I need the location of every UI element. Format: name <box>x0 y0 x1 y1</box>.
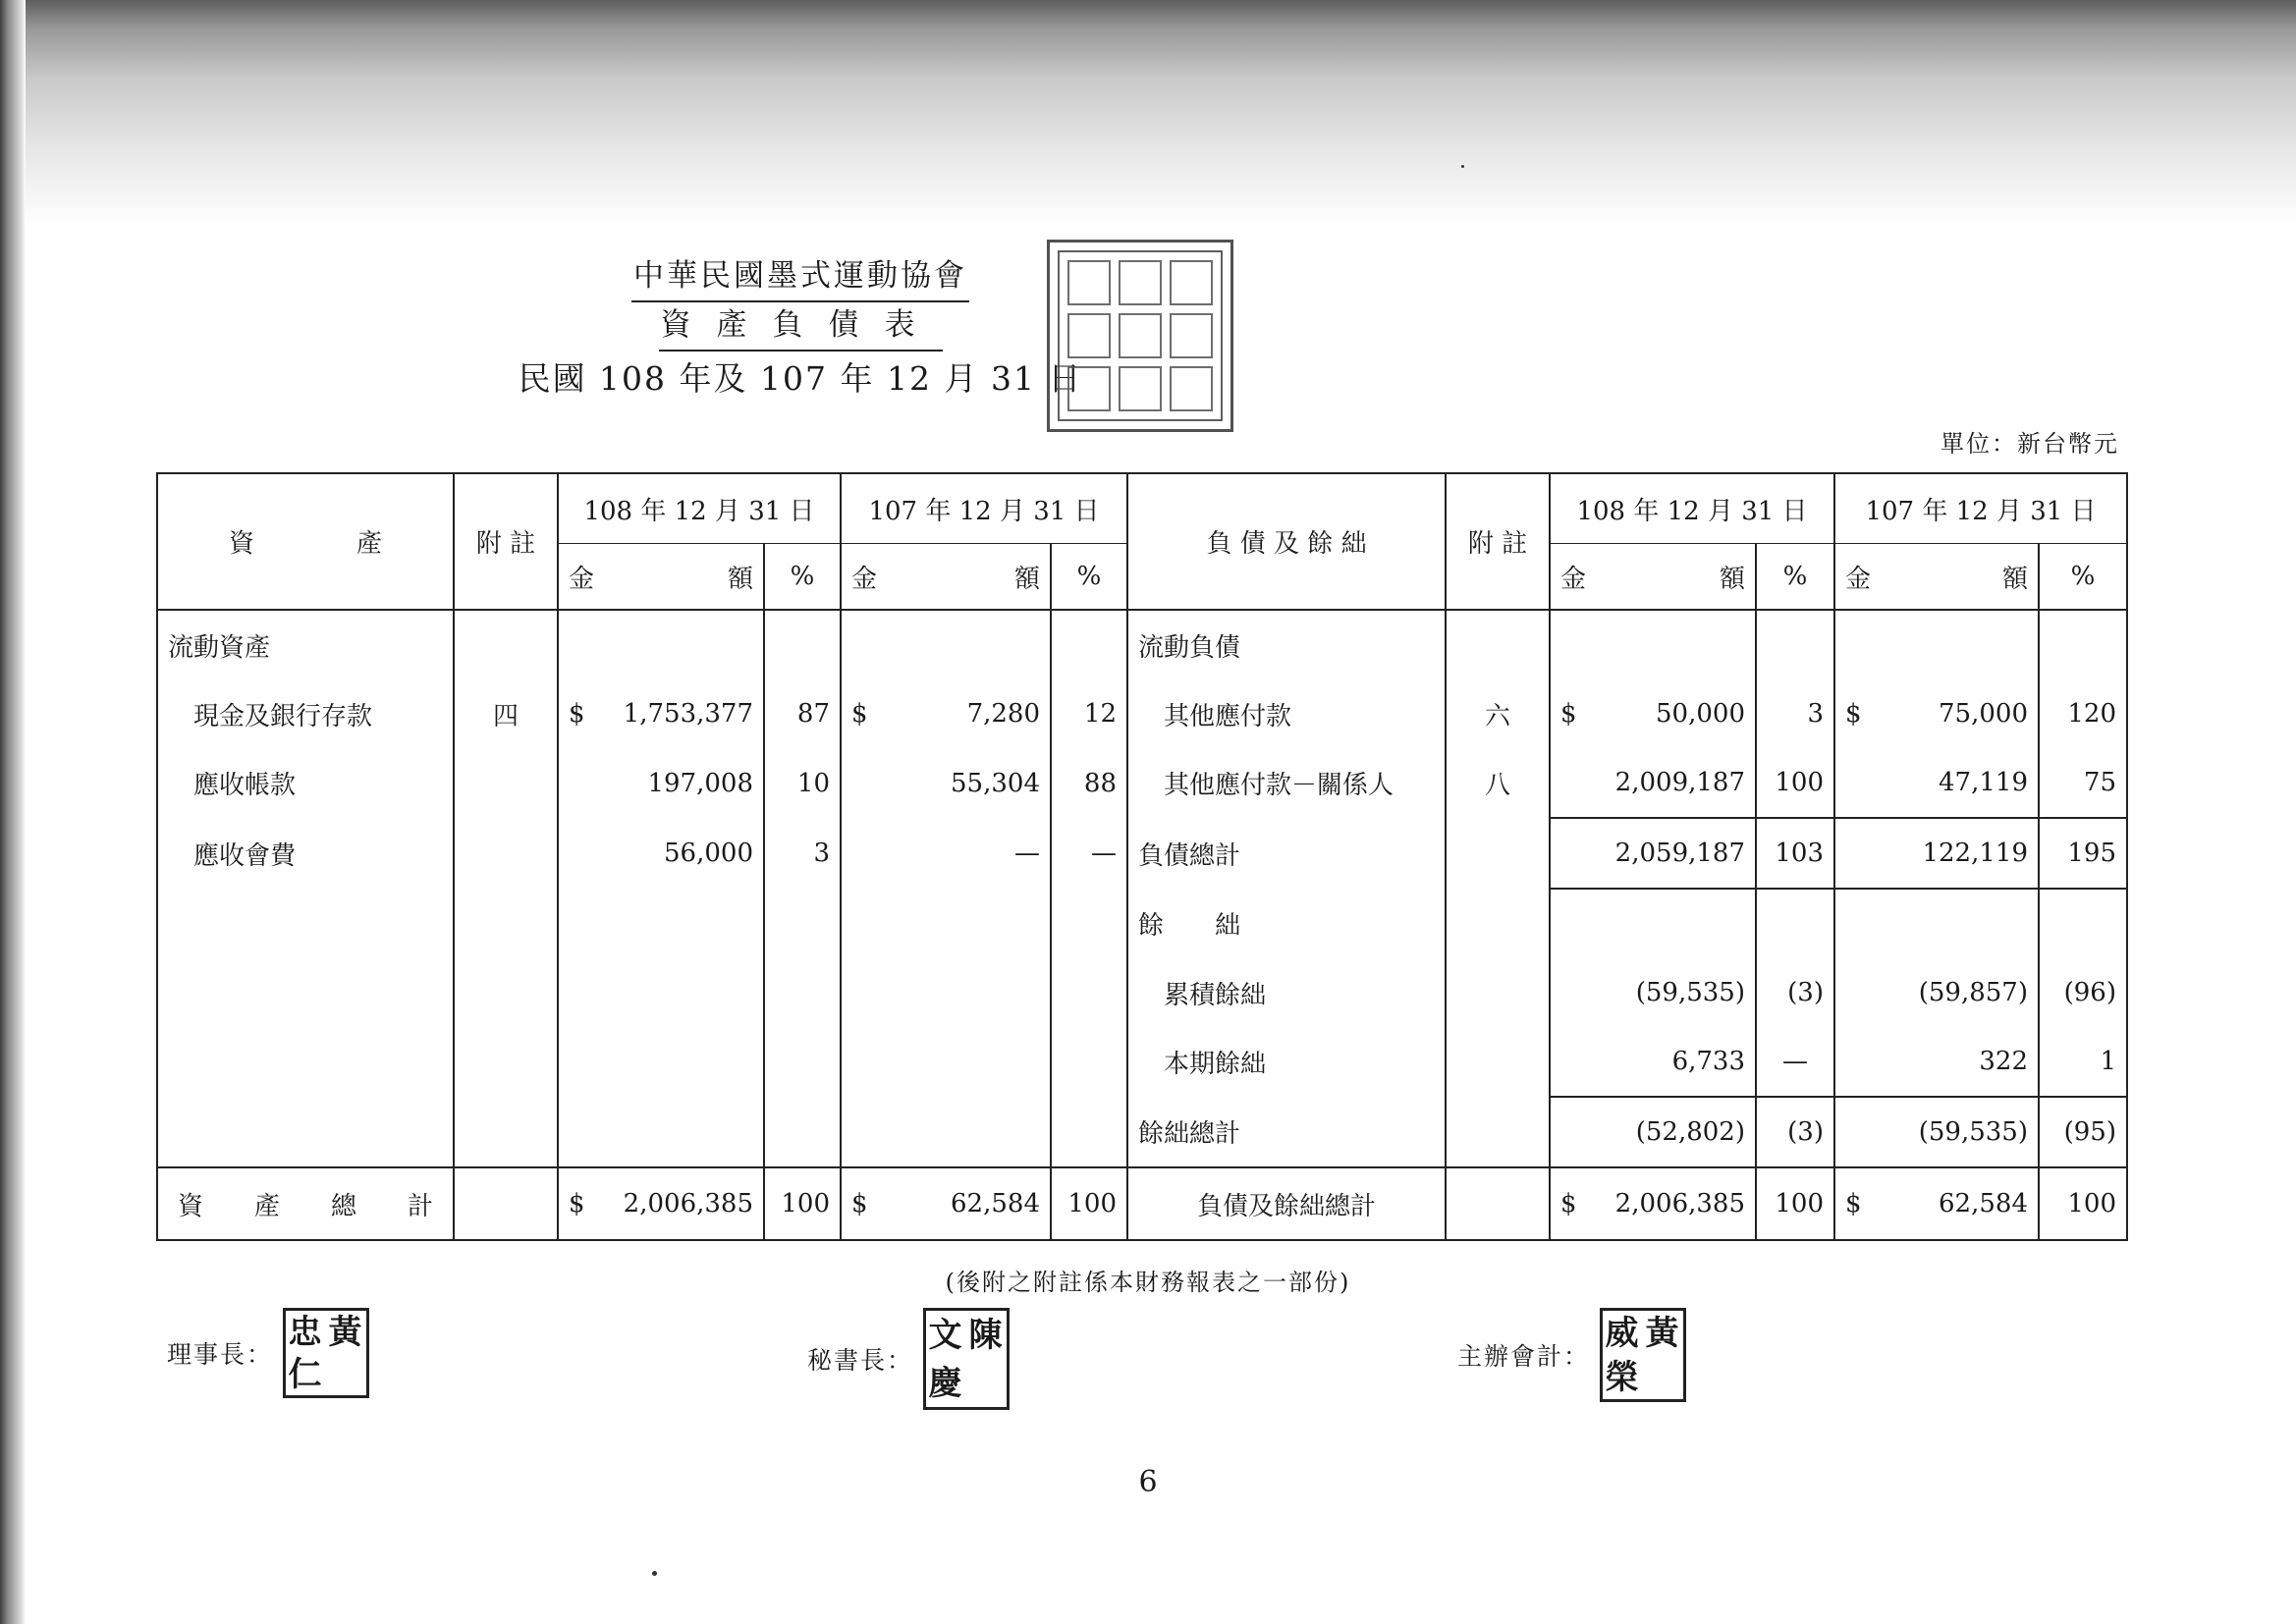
table-row <box>157 610 2127 679</box>
secretary-seal-icon: 文 陳 慶 <box>923 1308 1010 1410</box>
speck <box>1461 165 1464 168</box>
header-amount: 金 額 <box>1550 544 1756 611</box>
table-row: 現金及銀行存款 四 $ 1,753,377 87 $ 7,280 12 其他應付款 六 $ 50,000 3 $ 75,000 120 <box>157 679 2127 748</box>
table-row: 應收帳款 197,008 10 55,304 88 其他應付款－關係人 八 2,009,187 100 47,119 75 <box>157 748 2127 818</box>
surplus-label: 餘 絀 <box>1127 889 1446 958</box>
header-note-right: 附 註 <box>1446 473 1550 610</box>
header-107-right: 107 年 12 月 31 日 <box>1834 473 2127 544</box>
table-row: 餘絀總計 (52,802) (3) (59,535) (95) <box>157 1097 2127 1167</box>
association-seal-icon <box>1047 240 1233 432</box>
page-number: 6 <box>1138 1465 1158 1499</box>
total-surplus-label: 餘絀總計 <box>1127 1097 1446 1167</box>
header-liabilities: 負 債 及 餘 絀 <box>1127 473 1446 610</box>
document-title <box>0 253 1601 405</box>
total-assets-label: 資 產 總 計 <box>157 1167 454 1240</box>
table-row <box>157 889 2127 958</box>
header-pct: % <box>2039 544 2127 611</box>
header-108-right: 108 年 12 月 31 日 <box>1550 473 1834 544</box>
currency-unit: 單位：新台幣元 <box>1941 430 2119 458</box>
statement-date: 民國 108 年及 107 年 12 月 31 日 <box>518 359 1083 398</box>
accountant-signature: 主辦會計： 威 黃 榮 <box>1457 1308 1686 1402</box>
table-row: 本期餘絀 6,733 — 322 1 <box>157 1027 2127 1097</box>
balance-sheet-table <box>156 472 2128 1241</box>
header-amount: 金 額 <box>558 544 764 611</box>
current-liabilities-label: 流動負債 <box>1127 610 1446 679</box>
total-liabilities-label: 負債總計 <box>1127 818 1446 889</box>
header-amount: 金 額 <box>841 544 1051 611</box>
header-note-left: 附 註 <box>454 473 558 610</box>
header-108-left: 108 年 12 月 31 日 <box>558 473 841 544</box>
statement-name: 資產負債表 <box>659 302 943 352</box>
header-assets: 資 產 <box>157 473 454 610</box>
footnote: (後附之附註係本財務報表之一部份) <box>945 1269 1351 1296</box>
header-pct: % <box>764 544 841 611</box>
header-row-1 <box>157 473 2127 544</box>
total-liabilities-surplus-label: 負債及餘絀總計 <box>1127 1167 1446 1240</box>
current-assets-label: 流動資產 <box>157 610 454 679</box>
chairman-signature: 理事長： 忠 黃 仁 <box>167 1308 369 1398</box>
scan-shadow-top <box>0 0 2296 226</box>
header-pct: % <box>1051 544 1127 611</box>
table-row: 累積餘絀 (59,535) (3) (59,857) (96) <box>157 958 2127 1027</box>
header-107-left: 107 年 12 月 31 日 <box>841 473 1127 544</box>
totals-row: 資 產 總 計 $ 2,006,385 100 $ 62,584 100 負債及餘絀總計 $ 2,006,385 100 $ 62,584 100 <box>157 1167 2127 1240</box>
speck <box>652 1571 657 1576</box>
header-amount: 金 額 <box>1834 544 2039 611</box>
table-row: 應收會費 56,000 3 — — 負債總計 2,059,187 103 122,119 195 <box>157 818 2127 889</box>
scan-shadow-left <box>0 0 26 1624</box>
chairman-seal-icon: 忠 黃 仁 <box>283 1308 369 1398</box>
secretary-signature: 秘書長： 文 陳 慶 <box>807 1308 1010 1410</box>
header-pct: % <box>1756 544 1834 611</box>
accountant-seal-icon: 威 黃 榮 <box>1600 1308 1686 1402</box>
organization-name: 中華民國墨式運動協會 <box>631 253 969 302</box>
